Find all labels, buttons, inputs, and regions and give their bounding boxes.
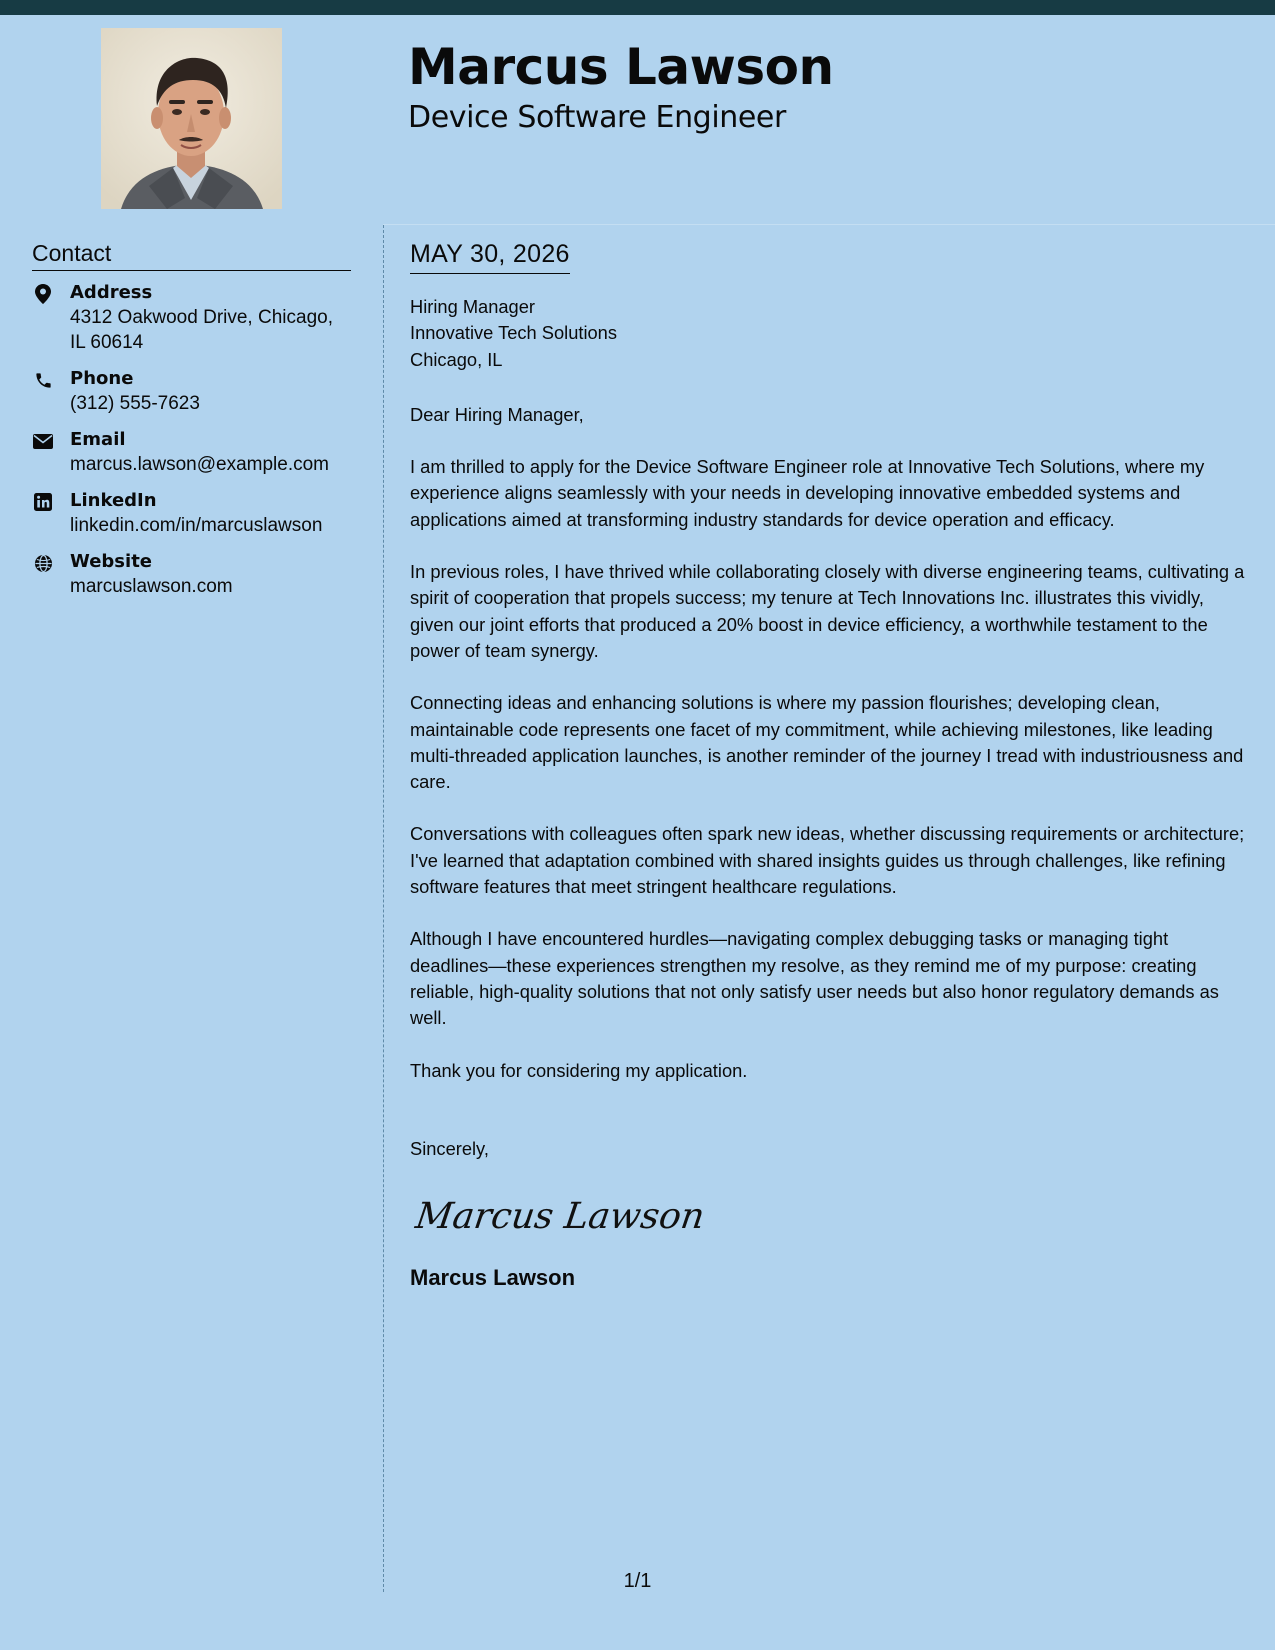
contact-item-website — [32, 550, 351, 599]
handwritten-signature — [413, 1188, 708, 1242]
header-divider — [383, 224, 1275, 225]
body-paragraph: Conversations with colleagues often spark new ideas, whether discussing requirements or architecture; I've learned that adaptation combined with shared insights guides us through challenges, like refining software features that meet stringent healthcare regulations. — [410, 823, 1245, 898]
linkedin-icon — [32, 491, 54, 513]
website-value[interactable]: marcuslawson.com — [70, 576, 233, 597]
linkedin-value[interactable]: linkedin.com/in/marcuslawson — [70, 515, 323, 536]
header-job-title: Device Software Engineer — [408, 100, 786, 135]
letter-date: MAY 30, 2026 — [410, 240, 570, 274]
closing-line: Sincerely, — [410, 1137, 489, 1159]
contact-heading: Contact — [32, 240, 351, 271]
recipient-block — [410, 294, 1250, 373]
contact-label: Phone — [70, 368, 134, 389]
globe-icon — [32, 552, 54, 574]
recipient-line: Hiring Manager — [410, 296, 535, 317]
contact-label: Email — [70, 429, 126, 450]
portrait-illustration — [101, 28, 282, 209]
top-bar — [0, 0, 1275, 15]
body-paragraph: In previous roles, I have thrived while collaborating closely with diverse engineering teams, cultivating a spirit of cooperation that propels success; my tenure at Tech Innovations Inc. illustrates this vividly, given our joint efforts that produced a 20% boost in device efficiency, a worthwhile testament to the power of team synergy. — [410, 561, 1245, 661]
body-paragraph: Connecting ideas and enhancing solutions is where my passion flourishes; developing clean, maintainable code represents one facet of my commitment, while achieving milestones, like leading multi-threaded application launches, is another reminder of the journey I tread with industriousness and care. — [410, 692, 1244, 793]
phone-icon — [32, 369, 54, 391]
contact-item-phone — [32, 367, 351, 416]
salutation: Dear Hiring Manager, — [410, 403, 584, 425]
contact-label: Address — [70, 282, 153, 303]
recipient-line: Chicago, IL — [410, 348, 503, 370]
address-value: 4312 Oakwood Drive, Chicago, IL 60614 — [70, 307, 333, 353]
contact-item-linkedin — [32, 489, 351, 538]
body-paragraph: Although I have encountered hurdles—navigating complex debugging tasks or managing tight deadlines—these experiences strengthen my resolve, as they remind me of my purpose: creating reliable, high-quality solutions that not only satisfy user needs but also honor regulatory demands as well. — [410, 928, 1219, 1029]
contact-item-address — [32, 281, 351, 355]
contact-sidebar — [32, 240, 351, 611]
page-number: 1/1 — [623, 1570, 652, 1592]
body-paragraph: I am thrilled to apply for the Device Software Engineer role at Innovative Tech Solutions, where my experience aligns seamlessly with your needs in developing innovative embedded systems and applications aimed at transforming industry standards for device operation and efficacy. — [410, 456, 1205, 530]
profile-photo — [101, 28, 282, 209]
header-name: Marcus Lawson — [408, 38, 834, 96]
phone-value: (312) 555-7623 — [70, 393, 200, 414]
envelope-icon — [32, 430, 54, 452]
thank-you-line: Thank you for considering my application. — [410, 1059, 748, 1081]
recipient-line: Innovative Tech Solutions — [410, 322, 617, 344]
contact-label: LinkedIn — [70, 490, 157, 511]
cover-letter — [410, 240, 1250, 1291]
contact-label: Website — [70, 551, 153, 572]
signer-name: Marcus Lawson — [410, 1265, 576, 1291]
map-pin-icon — [32, 283, 54, 305]
signature-text: Marcus Lawson — [413, 1194, 708, 1238]
column-divider — [383, 225, 384, 1592]
email-value[interactable]: marcus.lawson@example.com — [70, 454, 329, 475]
contact-item-email — [32, 428, 351, 477]
